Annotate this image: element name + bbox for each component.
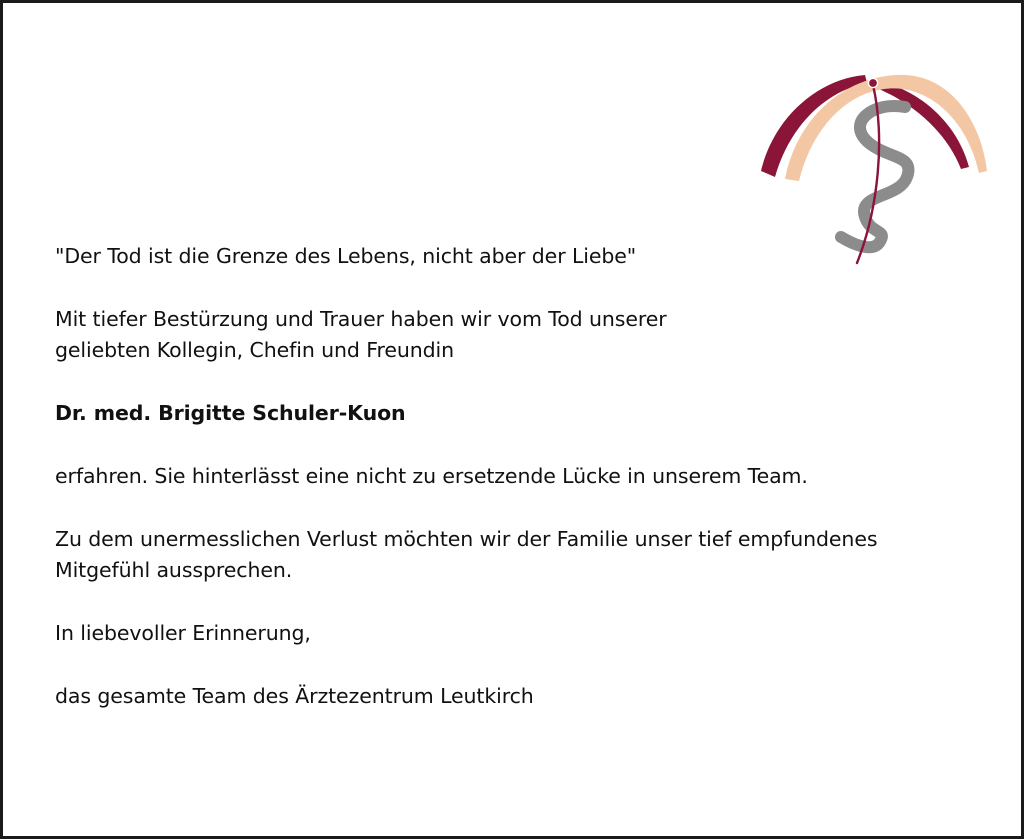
- condolence-line-1: Zu dem unermesslichen Verlust möchten wir der Familie unser tief empfundenes: [55, 527, 878, 551]
- intro-line-2: geliebten Kollegin, Chefin und Freundin: [55, 338, 455, 362]
- notice-text: [55, 241, 995, 712]
- closing: In liebevoller Erinnerung,: [55, 621, 311, 645]
- quote: "Der Tod ist die Grenze des Lebens, nicht aber der Liebe": [55, 244, 637, 268]
- after-name-text: erfahren. Sie hinterlässt eine nicht zu ersetzende Lücke in unserem Team.: [55, 464, 808, 488]
- intro-line-1: Mit tiefer Bestürzung und Trauer haben wir vom Tod unserer: [55, 307, 667, 331]
- condolence-line-2: Mitgefühl aussprechen.: [55, 558, 293, 582]
- staff-knob-icon: [868, 78, 877, 87]
- serpent-icon: [841, 106, 908, 247]
- signature: das gesamte Team des Ärztezentrum Leutkirch: [55, 684, 534, 708]
- deceased-name: Dr. med. Brigitte Schuler-Kuon: [55, 401, 406, 425]
- aesculapian-staff-logo-icon: [755, 67, 991, 267]
